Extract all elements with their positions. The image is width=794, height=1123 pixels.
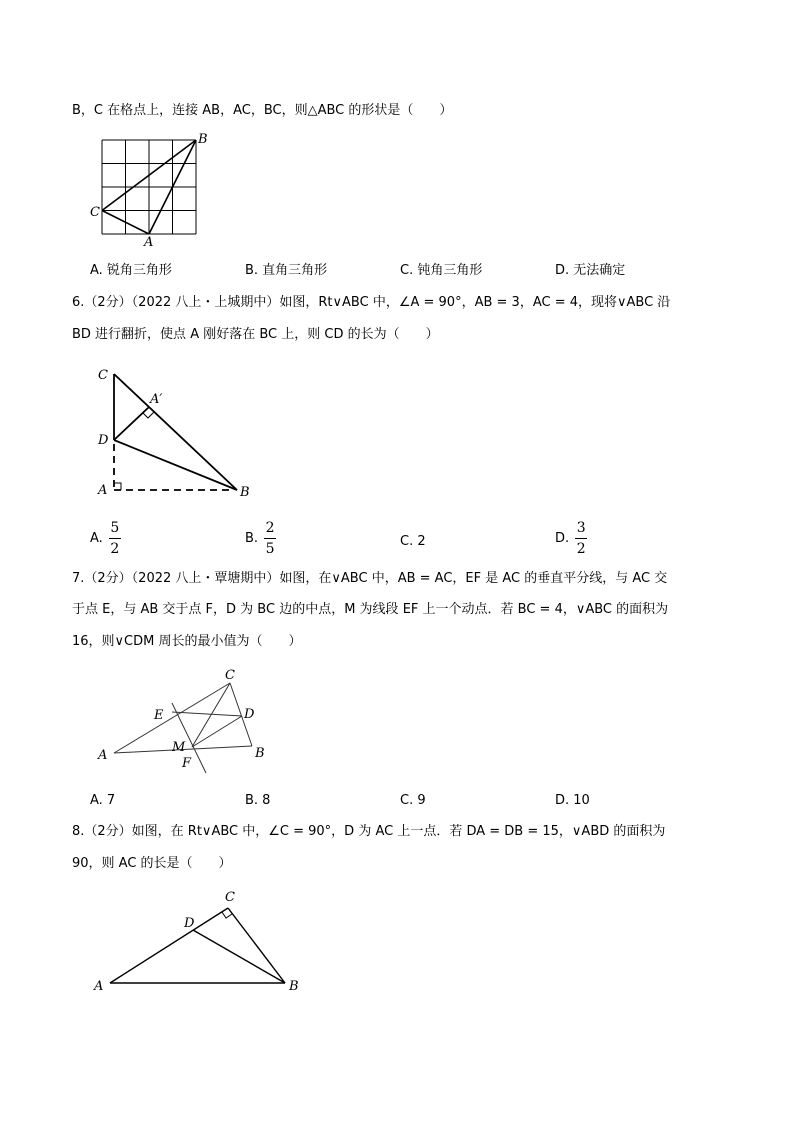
- q7-option-d: D. 10: [555, 793, 590, 808]
- q6-option-b-denominator: 5: [265, 541, 275, 557]
- q7-stem-line1: 7.（2分）（2022 八上・覃塘期中）如图，在∨ABC 中，AB = AC，EF 是 AC 的垂直平分线，与 AC 交: [72, 571, 668, 586]
- q7-label-a: A: [98, 748, 108, 763]
- q5-option-b: B. 直角三角形: [245, 263, 328, 278]
- q6-option-a-denominator: 2: [110, 541, 120, 557]
- q6-option-d: [555, 520, 587, 557]
- q7-label-c: C: [225, 668, 235, 683]
- q6-option-b-letter: B.: [245, 530, 259, 546]
- q5-label-c: C: [90, 205, 100, 220]
- q7-option-a: A. 7: [90, 793, 116, 808]
- q8-label-a: A: [94, 979, 104, 994]
- q7-label-e: E: [154, 708, 164, 723]
- q7-stem-line2: 于点 E，与 AB 交于点 F，D 为 BC 边的中点，M 为线段 EF 上一个动点．若 BC = 4，∨ABC 的面积为: [72, 602, 669, 617]
- q6-option-b-fraction: [264, 520, 276, 557]
- q7-option-c: C. 9: [400, 793, 426, 808]
- q6-label-c: C: [98, 368, 108, 383]
- q5-label-b: B: [198, 132, 208, 147]
- q7-label-m: M: [172, 740, 186, 755]
- q6-label-b: B: [240, 485, 250, 500]
- q6-option-d-fraction: [575, 520, 587, 557]
- q5-option-a: A. 锐角三角形: [90, 263, 172, 278]
- q8-label-d: D: [184, 916, 195, 931]
- q6-option-a-fraction: [109, 520, 121, 557]
- q6-option-b-numerator: 2: [265, 520, 275, 536]
- q5-option-c: C. 钝角三角形: [400, 263, 483, 278]
- q6-option-d-denominator: 2: [576, 541, 586, 557]
- q6-label-d: D: [98, 433, 109, 448]
- q6-option-a-numerator: 5: [110, 520, 120, 536]
- q6-option-d-numerator: 3: [576, 520, 586, 536]
- q6-label-a: A: [98, 483, 108, 498]
- q7-triangle-figure: [92, 665, 282, 775]
- q6-option-b: [245, 520, 276, 557]
- q5-option-d: D. 无法确定: [555, 263, 626, 278]
- q6-option-a-letter: A.: [90, 530, 103, 546]
- q5-grid-figure: [86, 130, 216, 250]
- q6-option-a: [90, 520, 121, 557]
- q7-stem-line3: 16，则∨CDM 周长的最小值为（ ）: [72, 634, 302, 649]
- q5-stem: B，C 在格点上，连接 AB，AC，BC，则△ABC 的形状是（ ）: [72, 103, 453, 118]
- q6-option-c: C. 2: [400, 534, 426, 549]
- q8-stem-line2: 90，则 AC 的长是（ ）: [72, 856, 232, 871]
- q6-option-d-letter: D.: [555, 530, 570, 546]
- q6-stem-line1: 6.（2分）（2022 八上・上城期中）如图，Rt∨ABC 中，∠A = 90°，AB = 3，AC = 4，现将∨ABC 沿: [72, 295, 671, 310]
- q7-option-b: B. 8: [245, 793, 271, 808]
- q7-label-d: D: [244, 707, 255, 722]
- q6-stem-line2: BD 进行翻折，使点 A 刚好落在 BC 上，则 CD 的长为（ ）: [72, 327, 439, 342]
- q6-label-a-prime: A′: [150, 392, 163, 407]
- q8-label-c: C: [225, 890, 235, 905]
- q8-label-b: B: [289, 979, 299, 994]
- q8-stem-line1: 8.（2分）如图，在 Rt∨ABC 中，∠C = 90°，D 为 AC 上一点．若 DA = DB = 15，∨ABD 的面积为: [72, 824, 666, 839]
- q6-fold-figure: [92, 362, 262, 502]
- q5-label-a: A: [144, 235, 154, 250]
- q8-triangle-figure: [90, 884, 320, 999]
- q7-label-f: F: [182, 756, 192, 771]
- q7-label-b: B: [255, 746, 265, 761]
